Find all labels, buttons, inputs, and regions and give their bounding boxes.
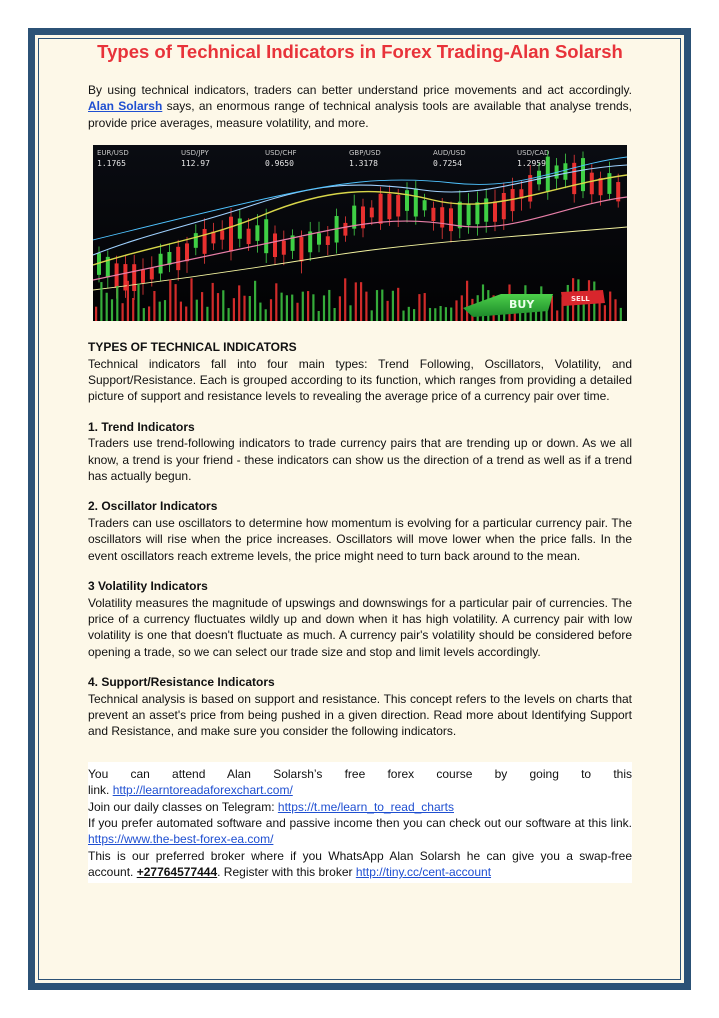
volume-bar [159, 302, 161, 321]
volume-bar [440, 306, 442, 321]
section-2 [88, 498, 632, 564]
volume-bar [360, 282, 362, 321]
volume-bar [254, 281, 256, 321]
course-link[interactable]: http://learntoreadaforexchart.com/ [112, 783, 293, 798]
candle-body [423, 200, 427, 210]
candle-body [229, 217, 233, 252]
volume-bar [281, 293, 283, 321]
volume-bar [153, 291, 155, 321]
volume-bar [291, 295, 293, 321]
volume-bar [132, 298, 134, 321]
telegram-link[interactable]: https://t.me/learn_to_read_charts [277, 799, 454, 814]
volume-bar [259, 303, 261, 321]
candle-body [282, 241, 286, 255]
volume-bar [238, 286, 240, 322]
section-body: Volatility measures the magnitude of upswings and downswings for a particular pair of currencies. The price of a currency fluctuates wildly up and down when it has high volatility. A currency pair with low volatility is one that doesn't fluctuate as much. A currency pair's volatility should be considered before opening a trade, so we can select our trade size and stop and limit levels accordingly. [88, 595, 632, 659]
candle-body [431, 208, 435, 221]
promo-course-link-line [88, 782, 632, 798]
volume-bar [164, 300, 166, 321]
ticker-price: 0.9650 [265, 159, 294, 169]
candle-body [563, 163, 567, 180]
volume-bar [137, 284, 139, 321]
candle-body [185, 244, 189, 262]
candle-body [405, 190, 409, 211]
candle-body [132, 264, 136, 291]
intro-text-rest: says, an enormous range of technical analysis tools are available that analyse trends, provide price averages, measure volatility, and more. [88, 99, 633, 130]
ticker-pair: EUR/USD [97, 149, 129, 158]
candle-body [247, 229, 251, 244]
candle-body [467, 205, 471, 226]
candle-body [493, 202, 497, 222]
volume-bar [424, 293, 426, 321]
ticker-price: 0.7254 [433, 159, 462, 169]
volume-bar [328, 290, 330, 321]
ticker-price: 112.97 [181, 159, 210, 169]
intro-text: By using technical indicators, traders can better understand price movements and act accordingly. [88, 83, 632, 97]
candle-body [484, 199, 488, 222]
candle-body [264, 219, 268, 253]
volume-bar [265, 309, 267, 321]
candle-body [581, 158, 585, 191]
candle-body [607, 173, 611, 194]
volume-bar [381, 290, 383, 321]
volume-bar [418, 294, 420, 321]
candle-body [396, 195, 400, 216]
phone-link[interactable]: +27764577444 [136, 865, 218, 880]
volume-bar [233, 298, 235, 321]
volume-bar [286, 295, 288, 321]
volume-bar [376, 290, 378, 321]
volume-bar [243, 296, 245, 321]
volume-bar [408, 307, 410, 321]
volume-bar [122, 303, 124, 321]
broker-text: This is our preferred broker where if you WhatsApp Alan Solarsh he can give you a swap-free account. [88, 848, 632, 880]
promo-course-line: You can attend Alan Solarsh’s free forex course by going to this [88, 766, 632, 781]
volume-bar [196, 300, 198, 321]
ticker-pair: USD/CAD [517, 149, 550, 158]
volume-bar [609, 292, 611, 321]
promo-block [88, 762, 632, 883]
candle-body [299, 237, 303, 261]
volume-bar [106, 293, 108, 321]
sections-container [88, 339, 632, 740]
volume-bar [466, 281, 468, 321]
candle-body [167, 252, 171, 265]
volume-bar [318, 311, 320, 321]
volume-bar [620, 308, 622, 321]
candle-body [159, 254, 163, 274]
document-content [88, 40, 632, 883]
candle-body [343, 223, 347, 236]
candle-body [458, 202, 462, 229]
volume-bar [127, 281, 129, 321]
section-body: Traders use trend-following indicators to trade currency pairs that are trending up or down. As we all know, a trend is your friend - these indicators can show us the direction of a trend as well as if a trend has actually begun. [88, 436, 632, 484]
candle-body [238, 219, 242, 239]
ticker-pair: GBP/USD [349, 149, 381, 158]
volume-bar [185, 307, 187, 321]
section-title: 2. Oscillator Indicators [88, 499, 218, 514]
volume-bar [190, 279, 192, 322]
volume-bar [217, 293, 219, 321]
volume-bar [249, 296, 251, 321]
candle-body [537, 171, 541, 185]
volume-bar [556, 311, 558, 322]
promo-broker-line [88, 848, 632, 881]
candle-body [150, 268, 154, 279]
volume-bar [429, 308, 431, 321]
candle-body [220, 231, 224, 240]
section-1 [88, 419, 632, 485]
volume-bar [371, 311, 373, 322]
volume-bar [100, 282, 102, 321]
volume-bar [334, 308, 336, 321]
volume-bar [339, 297, 341, 322]
ticker-pair: AUD/USD [433, 149, 466, 158]
ticker-price: 1.1765 [97, 159, 126, 169]
volume-bar [206, 307, 208, 321]
author-link[interactable]: Alan Solarsh [88, 99, 163, 114]
volume-bar [349, 306, 351, 322]
volume-bar [95, 307, 97, 321]
candle-body [599, 178, 603, 195]
volume-bar [228, 308, 230, 321]
candle-body [176, 247, 180, 270]
volume-bar [434, 308, 436, 321]
volume-bar [175, 284, 177, 321]
forex-chart-image [93, 145, 627, 321]
section-title: TYPES OF TECHNICAL INDICATORS [88, 340, 297, 355]
volume-bar [344, 279, 346, 322]
volume-bar [312, 295, 314, 322]
candle-body [387, 194, 391, 219]
section-body: Traders can use oscillators to determine how momentum is evolving for a particular currency pair. The oscillators will rise when the price increases. Oscillators will move lower when the price falls. In the event oscillators reach extreme levels, the price might need to turn back around to the mean. [88, 515, 632, 563]
volume-bar [275, 284, 277, 322]
volume-bar [455, 301, 457, 322]
volume-bar [392, 291, 394, 321]
volume-bar [461, 296, 463, 322]
section-title: 4. Support/Resistance Indicators [88, 675, 275, 690]
candle-body [370, 208, 374, 218]
candle-body [141, 270, 145, 283]
candle-body [203, 229, 207, 254]
volume-bar [397, 288, 399, 321]
volume-bar [296, 303, 298, 321]
volume-bar [614, 299, 616, 321]
telegram-text: Join our daily classes on Telegram: [88, 799, 275, 814]
volume-bar [413, 309, 415, 321]
buy-label: BUY [509, 298, 535, 312]
intro-paragraph [88, 82, 632, 131]
volume-bar [546, 310, 548, 321]
candle-body [440, 207, 444, 227]
volume-bar [402, 311, 404, 321]
promo-telegram-line [88, 799, 632, 815]
promo-link-prefix: link. [88, 783, 110, 798]
candle-body [326, 237, 330, 246]
ticker-pair: USD/JPY [181, 149, 209, 158]
volume-bar [535, 311, 537, 321]
volume-bar [116, 286, 118, 321]
candle-body [273, 234, 277, 258]
section-body: Technical analysis is based on support and resistance. This concept refers to the levels on charts that prevent an asset's price from being pushed in a given direction. Read more about Identifying Support and Resistance, and make sure you consider the following indicators. [88, 691, 632, 739]
volume-bar [180, 302, 182, 321]
section-title: 3 Volatility Indicators [88, 579, 208, 594]
volume-bar [143, 308, 145, 321]
volume-bar [604, 305, 606, 321]
sell-label: SELL [571, 295, 590, 304]
register-text: . Register with this broker [217, 865, 356, 880]
candle-body [449, 209, 453, 232]
candle-body [255, 226, 259, 242]
section-0 [88, 339, 632, 405]
candle-body [475, 202, 479, 224]
volume-bar [111, 299, 113, 321]
volume-bar [307, 291, 309, 321]
volume-bar [169, 280, 171, 321]
volume-bar [355, 283, 357, 322]
volume-bar [445, 307, 447, 321]
section-3 [88, 578, 632, 660]
ticker-price: 1.2959 [517, 159, 546, 169]
section-body: Technical indicators fall into four main types: Trend Following, Oscillators, Volatility, and Support/Resistance. Each is grouped according to its function, which ranges from providing a detailed picture of support and resistance levels to revealing the average price of a currency pair over time. [88, 356, 632, 404]
volume-bar [323, 296, 325, 322]
candle-body [194, 233, 198, 248]
candle-body [414, 189, 418, 217]
promo-software-line [88, 815, 632, 848]
volume-bar [387, 301, 389, 321]
candle-body [590, 173, 594, 195]
section-4 [88, 674, 632, 740]
broker-link[interactable]: http://tiny.cc/cent-account [355, 865, 492, 880]
candle-body [317, 233, 321, 245]
page-title: Types of Technical Indicators in Forex Trading-Alan Solarsh [97, 41, 623, 62]
volume-bar [302, 292, 304, 321]
volume-bar [222, 290, 224, 321]
volume-bar [365, 292, 367, 321]
section-title: 1. Trend Indicators [88, 419, 195, 434]
ticker-pair: USD/CHF [265, 149, 297, 158]
volume-bar [212, 283, 214, 321]
volume-bar [450, 308, 452, 321]
software-text: If you prefer automated software and passive income then you can check out our software at this link. [88, 815, 632, 830]
candle-body [379, 194, 383, 224]
volume-bar [201, 292, 203, 321]
candle-body [502, 193, 506, 219]
software-link[interactable]: https://www.the-best-forex-ea.com/ [88, 832, 274, 847]
volume-bar [148, 307, 150, 322]
volume-bar [270, 299, 272, 321]
ticker-price: 1.3178 [349, 159, 378, 169]
